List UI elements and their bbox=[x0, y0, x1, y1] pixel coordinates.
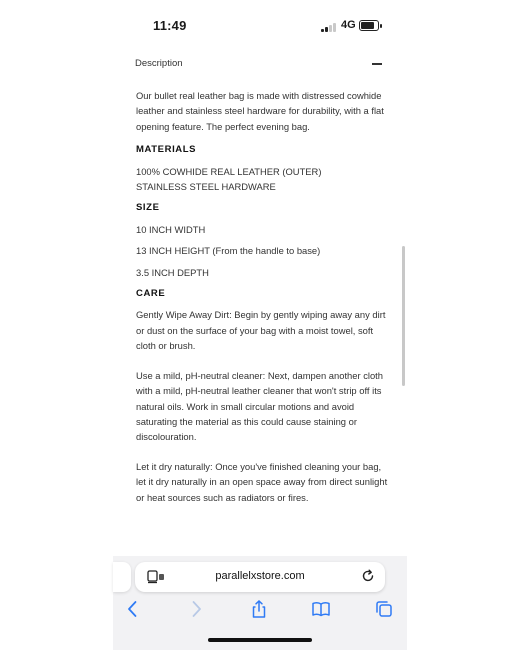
size-width: 10 INCH WIDTH bbox=[136, 223, 206, 235]
forward-icon[interactable] bbox=[186, 599, 206, 619]
care-paragraph: Let it dry naturally: Once you've finished cleaning your bag, let it dry naturally in an open space away from direct sunlight or heat sources such as radiators or fires. bbox=[136, 460, 388, 503]
address-bar[interactable] bbox=[135, 562, 385, 592]
status-time: 11:49 bbox=[153, 18, 187, 33]
back-icon[interactable] bbox=[123, 599, 143, 619]
materials-heading: MATERIALS bbox=[136, 144, 197, 156]
description-header[interactable]: Description bbox=[135, 58, 183, 69]
size-height: 13 INCH HEIGHT (From the handle to base) bbox=[136, 245, 321, 257]
home-indicator[interactable] bbox=[208, 638, 312, 642]
scrollbar[interactable] bbox=[402, 246, 405, 386]
materials-line: 100% COWHIDE REAL LEATHER (OUTER) bbox=[136, 165, 322, 177]
care-paragraph: Use a mild, pH-neutral cleaner: Next, dampen another cloth with a mild, pH-neutral leather cleaner that won't strip off its natural oils. Work in small circular motions and avoid saturating the material as this could cause staining or discolouration. bbox=[136, 369, 384, 443]
care-heading: CARE bbox=[136, 288, 166, 300]
care-paragraph: Gently Wipe Away Dirt: Begin by gently wiping away any dirt or dust on the surface of your bag with a moist towel, soft cloth or brush. bbox=[136, 309, 386, 352]
share-icon[interactable] bbox=[249, 599, 269, 619]
reload-icon[interactable] bbox=[361, 569, 375, 583]
size-heading: SIZE bbox=[136, 202, 160, 214]
description-body bbox=[136, 88, 388, 505]
intro-text: Our bullet real leather bag is made with distressed cowhide leather and stainless steel hardware for durability, with a flat opening feature. The perfect evening bag. bbox=[136, 90, 384, 132]
safari-bottom-bar bbox=[113, 556, 407, 650]
status-bar bbox=[113, 0, 407, 50]
product-description-panel bbox=[113, 46, 407, 556]
materials-line: STAINLESS STEEL HARDWARE bbox=[136, 181, 276, 193]
size-depth: 3.5 INCH DEPTH bbox=[136, 266, 209, 278]
battery-icon bbox=[359, 20, 379, 31]
network-type: 4G bbox=[341, 19, 356, 31]
tabs-icon[interactable] bbox=[374, 599, 394, 619]
bookmarks-icon[interactable] bbox=[311, 599, 331, 619]
previous-tab-peek[interactable] bbox=[113, 562, 131, 592]
address-domain[interactable]: parallelxstore.com bbox=[215, 570, 305, 582]
cellular-signal-icon bbox=[321, 22, 337, 32]
collapse-minus-icon[interactable] bbox=[372, 63, 382, 65]
